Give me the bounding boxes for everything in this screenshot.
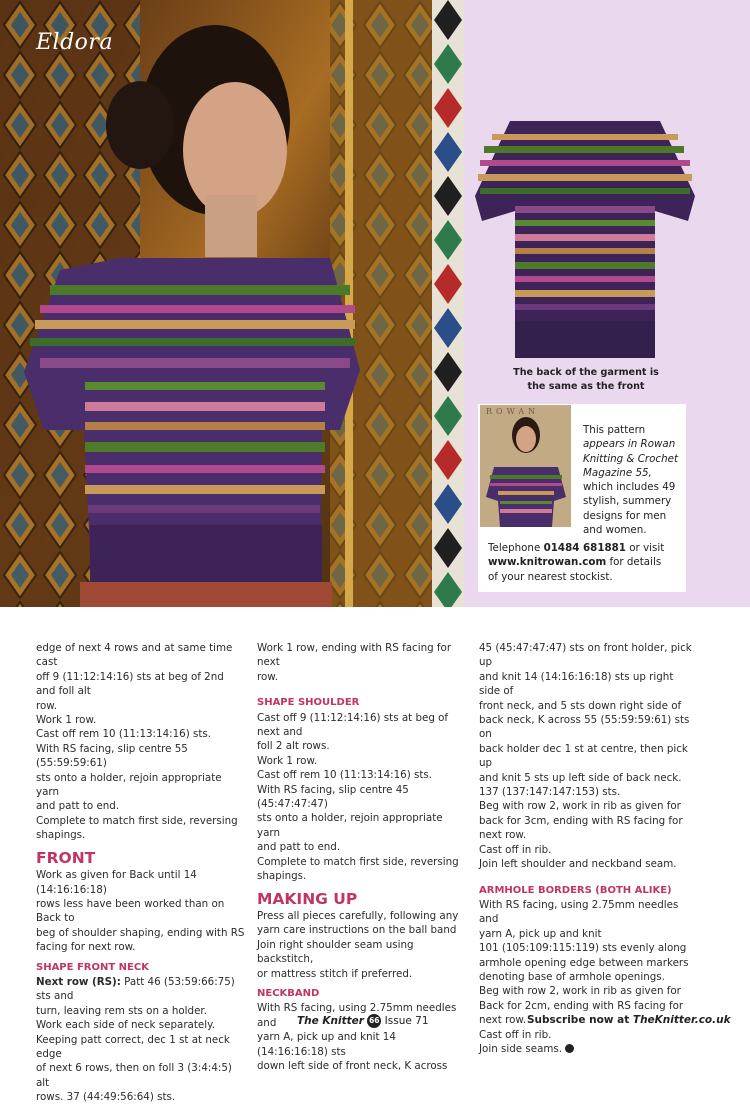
text-line: denoting base of armhole openings. [479, 970, 665, 983]
text-line: down left side of front neck, K across [257, 1059, 448, 1072]
text-line: front neck, and 5 sts down right side of [479, 699, 682, 712]
text-line: Cast off 9 (11:12:14:16) sts at beg of next and [257, 711, 449, 739]
text-line: Keeping patt correct, dec 1 st at neck edge [36, 1033, 230, 1060]
next-row-text: Patt 46 (53:59:66:75) sts and [36, 975, 235, 1003]
text-line: Complete to match first side, reversing [257, 855, 459, 868]
text-line: armhole opening edge between markers [479, 956, 689, 969]
footer-magazine [297, 1014, 429, 1028]
promo-line: This pattern [583, 424, 646, 436]
end-mark-icon [565, 1044, 574, 1053]
text-line: Work each side of neck separately. [36, 1019, 215, 1032]
or-visit: or visit [625, 542, 665, 554]
text-line: next row. [479, 829, 527, 842]
text-line: off 9 (11:12:14:16) sts at beg of 2nd and foll alt [36, 670, 224, 698]
text-line: 137 (137:147:147:153) sts. [479, 786, 621, 799]
stockist-text: of your nearest stockist. [488, 570, 613, 583]
promo-line: Knitting & Crochet [583, 452, 678, 465]
subscribe-site[interactable]: TheKnitter.co.uk [632, 1014, 731, 1026]
garment-back-caption: The back of the garment is the same as the front [513, 367, 659, 392]
text-line: turn, leaving rem sts on a holder. [36, 1004, 207, 1017]
promo-contact [488, 541, 688, 584]
shape-shoulder-heading: SHAPE SHOULDER [257, 697, 360, 709]
text-line: and knit 14 (14:16:16:18) sts up right side of [479, 670, 674, 698]
main-photo [0, 0, 464, 607]
page-number: 66 [367, 1014, 381, 1028]
column-2 [257, 641, 467, 1073]
text-line: Join right shoulder seam using backstitch, [257, 938, 414, 966]
magazine-name: The Knitter [297, 1015, 364, 1027]
text-line: With RS facing, slip centre 55 (55:59:59:61) [36, 742, 188, 770]
text-line: With RS facing, using 2.75mm needles and [479, 898, 679, 926]
text-line: yarn A, pick up and knit 14 (14:16:16:18) sts [257, 1031, 396, 1058]
text-line: With RS facing, using 2.75mm needles and [257, 1002, 457, 1029]
text-line: back neck, K across 55 (55:59:59:61) sts on [479, 714, 690, 741]
shape-front-neck-heading: SHAPE FRONT NECK [36, 961, 149, 973]
text-line: Press all pieces carefully, following any [257, 909, 459, 922]
promo-line: designs for men [583, 509, 667, 522]
text-line: and knit 5 sts up left side of back neck. [479, 771, 682, 784]
issue-number: Issue 71 [384, 1015, 429, 1027]
column-1 [36, 641, 246, 1105]
text-line: Back for 2cm, ending with RS facing for [479, 999, 684, 1012]
text-line: Cast off in rib. [479, 1028, 552, 1041]
text-line: edge of next 4 rows and at same time cast [36, 642, 233, 669]
text-line: Cast off in rib. [479, 843, 552, 856]
text-line: foll 2 alt rows. [257, 740, 330, 753]
promo-line: which includes 49 [583, 481, 676, 494]
for-details: for details [606, 556, 662, 569]
promo-description [583, 423, 687, 537]
promo-line: Magazine 55, [583, 466, 652, 479]
text-line: yarn care instructions on the ball band [257, 924, 457, 937]
text-line: sts onto a holder, rejoin appropriate yarn [257, 812, 443, 839]
text-line: Complete to match first side, reversing [36, 814, 238, 827]
text-line: or mattress stitch if preferred. [257, 967, 413, 980]
website-link[interactable]: www.knitrowan.com [488, 556, 607, 569]
telephone-number[interactable]: 01484 681881 [543, 542, 626, 554]
text-line: beg of shoulder shaping, ending with RS [36, 926, 245, 939]
pattern-title: Eldora [36, 30, 114, 55]
text-line: Cast off rem 10 (11:13:14:16) sts. [36, 728, 212, 741]
text-line: Beg with row 2, work in rib as given for [479, 985, 681, 998]
promo-line: and women. [583, 524, 647, 537]
text-line: Work as given for Back until 14 (14:16:16:18) [36, 869, 197, 896]
decorative-tile-strip [432, 0, 464, 607]
text-line: and patt to end. [257, 841, 341, 854]
text-line: Beg with row 2, work in rib as given for [479, 800, 681, 813]
telephone-label: Telephone [488, 542, 544, 554]
text-line: row. [36, 699, 58, 712]
text-line: back for 3cm, ending with RS facing for [479, 814, 683, 827]
text-line: of next 6 rows, then on foll 3 (3:4:4:5) alt [36, 1062, 232, 1089]
front-heading: FRONT [36, 848, 96, 867]
magazine-cover-image [480, 405, 571, 527]
text-line: rows less have been worked than on Back to [36, 897, 225, 925]
promo-line: stylish, summery [583, 495, 672, 508]
garment-back-photo [470, 116, 700, 366]
text-line: sts onto a holder, rejoin appropriate yarn [36, 771, 222, 799]
text-line: Work 1 row, ending with RS facing for next [257, 642, 452, 669]
text-line: Cast off rem 10 (11:13:14:16) sts. [257, 769, 433, 782]
text-line: facing for next row. [36, 941, 136, 954]
text-line: Join side seams. [479, 1042, 563, 1055]
next-row-label: Next row (RS): [36, 975, 121, 988]
text-line: yarn A, pick up and knit [479, 927, 602, 940]
text-line: 101 (105:109:115:119) sts evenly along [479, 942, 687, 955]
text-line: row. [257, 670, 279, 683]
text-line: back holder dec 1 st at centre, then pick up [479, 742, 688, 770]
armhole-borders-heading: ARMHOLE BORDERS (BOTH ALIKE) [479, 884, 672, 896]
column-3 [479, 641, 694, 1056]
neckband-heading: NECKBAND [257, 987, 320, 999]
text-line: Join left shoulder and neckband seam. [479, 858, 677, 871]
footer-subscribe [527, 1014, 731, 1026]
text-line: Work 1 row. [257, 754, 318, 767]
promo-line: appears in Rowan [583, 438, 676, 451]
text-line: next row. [479, 1014, 527, 1027]
text-line: shapings. [36, 829, 86, 842]
text-line: rows. 37 (44:49:56:64) sts. [36, 1091, 176, 1104]
text-line: and patt to end. [36, 800, 120, 813]
text-line: 45 (45:47:47:47) sts on front holder, pick up [479, 642, 692, 669]
cover-brand: ROWAN [486, 407, 540, 416]
making-up-heading: MAKING UP [257, 889, 358, 908]
text-line: With RS facing, slip centre 45 (45:47:47:47) [257, 783, 409, 811]
subscribe-prefix: Subscribe now at [527, 1014, 633, 1026]
text-line: shapings. [257, 870, 307, 883]
text-line: Work 1 row. [36, 714, 97, 727]
